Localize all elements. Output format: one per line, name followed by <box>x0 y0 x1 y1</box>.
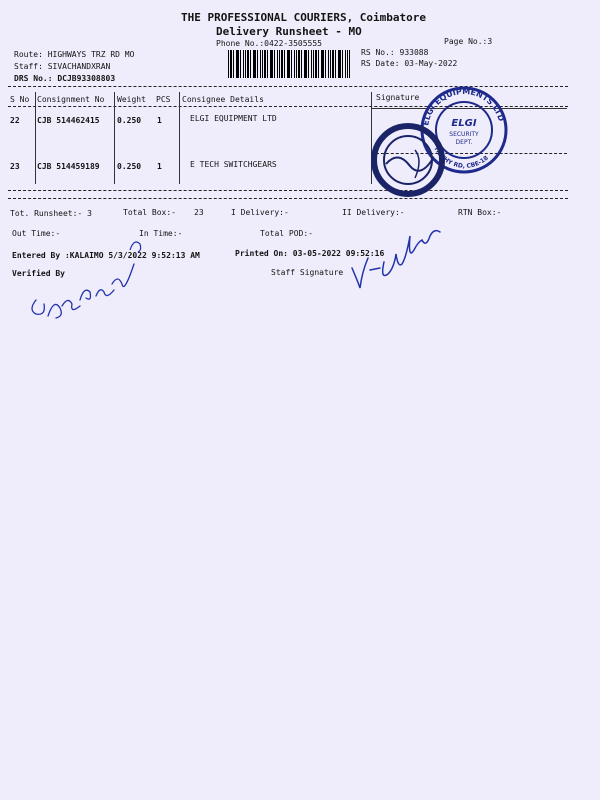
svg-text:DEPT.: DEPT. <box>455 139 473 146</box>
barcode <box>228 50 350 78</box>
document-title: Delivery Runsheet - MO <box>216 25 362 38</box>
col-header-sno: S No <box>10 95 30 104</box>
row-consignee: ELGI EQUIPMENT LTD <box>190 114 277 123</box>
return-box: RTN Box:- <box>458 208 502 217</box>
staff-label: Staff: SIVACHANDXRAN <box>14 62 111 71</box>
second-delivery: II Delivery:- <box>342 208 405 217</box>
row-consignment: CJB 514462415 <box>37 116 100 125</box>
row-sno: 23 <box>10 162 20 171</box>
page-number: Page No.:3 <box>444 37 493 46</box>
tot-runsheet: Tot. Runsheet:- 3 <box>10 209 92 218</box>
row-consignee: E TECH SWITCHGEARS <box>190 160 277 169</box>
rs-date: RS Date: 03-May-2022 <box>361 59 458 68</box>
staff-handwritten-signature <box>352 231 440 288</box>
row-consignment: CJB 514459189 <box>37 162 100 171</box>
out-time: Out Time:- <box>12 229 61 238</box>
total-box-label: Total Box:- <box>123 208 176 217</box>
drs-number: DRS No.: DCJB93308803 <box>14 74 116 83</box>
col-header-consignment: Consignment No <box>37 95 105 104</box>
table-top-rule <box>8 86 568 87</box>
printed-on: Printed On: 03-05-2022 09:52:16 <box>235 249 385 258</box>
staff-signature-label: Staff Signature <box>271 268 344 277</box>
row-rule <box>371 108 567 109</box>
row-separator <box>371 153 567 154</box>
svg-text:SECURITY: SECURITY <box>449 131 479 138</box>
col-divider <box>35 92 36 184</box>
company-name: THE PROFESSIONAL COURIERS, Coimbatore <box>181 11 427 24</box>
receiver-round-stamp <box>374 126 442 194</box>
verified-by: Verified By <box>12 269 65 278</box>
svg-text:ELGI EQUIPMENTS LTD: ELGI EQUIPMENTS LTD <box>421 86 506 127</box>
row-pcs: 1 <box>157 162 162 171</box>
in-time: In Time:- <box>139 229 183 238</box>
table-bottom-rule <box>8 190 568 191</box>
total-box-value: 23 <box>194 208 204 217</box>
svg-text:ELGI: ELGI <box>451 118 477 129</box>
col-header-consignee: Consignee Details <box>182 95 264 104</box>
table-bottom-rule-2 <box>8 198 568 199</box>
col-divider <box>114 92 115 184</box>
row-sno: 22 <box>10 116 20 125</box>
entered-by: Entered By :KALAIMO 5/3/2022 9:52:13 AM <box>12 251 200 260</box>
col-divider <box>179 92 180 184</box>
row-weight: 0.250 <box>117 116 142 125</box>
first-delivery: I Delivery:- <box>231 208 289 217</box>
col-header-weight: Weight <box>117 95 146 104</box>
row-weight: 0.250 <box>117 162 142 171</box>
total-pod: Total POD:- <box>260 229 313 238</box>
col-header-signature: Signature <box>376 93 420 102</box>
col-header-pcs: PCS <box>156 95 171 104</box>
svg-text:TRICHY RD, CBE-18: TRICHY RD, CBE-18 <box>432 145 490 170</box>
route-label: Route: HIGHWAYS TRZ RD MO <box>14 50 135 59</box>
rs-number: RS No.: 933088 <box>361 48 429 57</box>
phone-number: Phone No.:0422-3505555 <box>216 39 322 48</box>
company-seal-stamp <box>421 87 506 172</box>
col-divider <box>371 92 372 184</box>
row-pcs: 1 <box>157 116 162 125</box>
table-header-rule <box>8 106 568 107</box>
